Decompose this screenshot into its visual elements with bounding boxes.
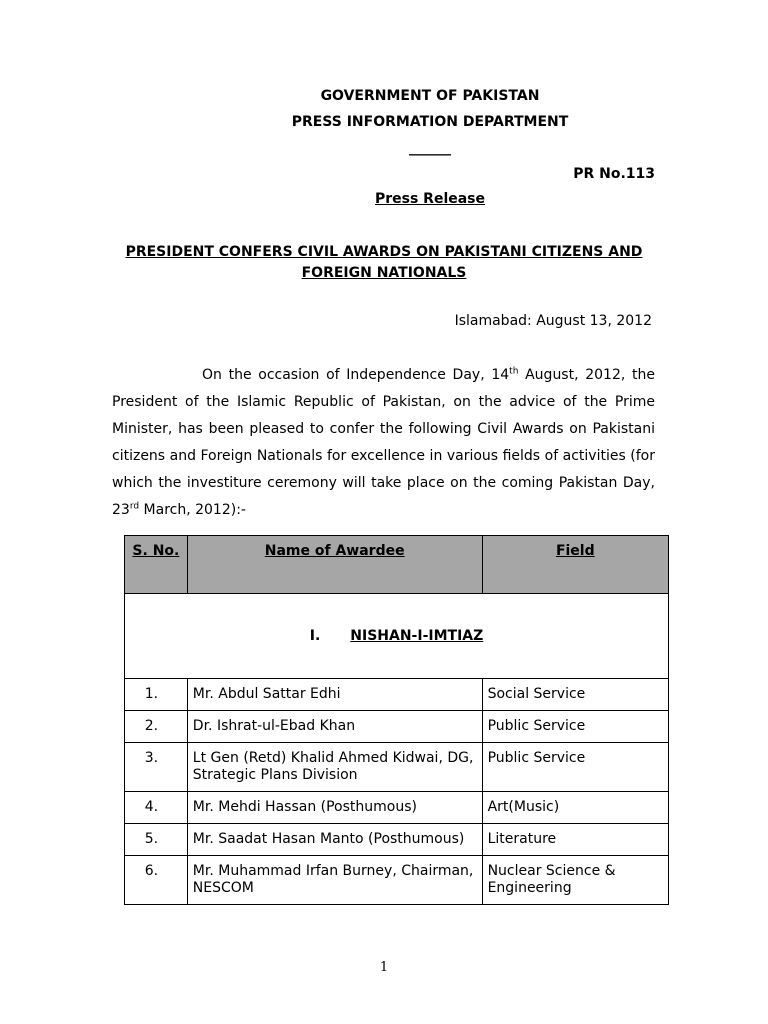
table-row (125, 711, 669, 743)
pr-number: PR No.113 (573, 166, 655, 182)
page-number: 1 (379, 960, 389, 975)
table-row (125, 679, 669, 711)
field-cell: Social Service (482, 679, 668, 711)
section-row (125, 594, 669, 679)
header-field: Field (482, 536, 668, 594)
dateline: Islamabad: August 13, 2012 (454, 313, 652, 329)
department-heading: PRESS INFORMATION DEPARTMENT (291, 114, 569, 130)
table-row (125, 743, 669, 792)
awardee-cell: Mr. Muhammad Irfan Burney, Chairman, NESCOM (187, 856, 482, 905)
awardee-cell: Mr. Abdul Sattar Edhi (187, 679, 482, 711)
field-cell: Art(Music) (482, 792, 668, 824)
press-release-label: Press Release (374, 191, 486, 207)
headline: PRESIDENT CONFERS CIVIL AWARDS ON PAKISTANI CITIZENS AND FOREIGN NATIONALS (125, 244, 643, 281)
ordinal-suffix-2: rd (129, 501, 140, 512)
serial-cell: 6. (125, 856, 188, 905)
awardee-cell: Lt Gen (Retd) Khalid Ahmed Kidwai, DG, Strategic Plans Division (187, 743, 482, 792)
serial-cell: 4. (125, 792, 188, 824)
body-paragraph (112, 362, 655, 524)
table-header-row (125, 536, 669, 594)
serial-cell: 5. (125, 824, 188, 856)
header-awardee: Name of Awardee (187, 536, 482, 594)
awards-table (124, 535, 669, 905)
awardee-cell: Dr. Ishrat-ul-Ebad Khan (187, 711, 482, 743)
paragraph-part-1: On the occasion of Independence Day, 14 (202, 367, 510, 383)
awardee-cell: Mr. Saadat Hasan Manto (Posthumous) (187, 824, 482, 856)
serial-cell: 3. (125, 743, 188, 792)
paragraph-part-3: March, 2012):- (139, 502, 246, 518)
field-cell: Literature (482, 824, 668, 856)
section-cell (125, 594, 669, 679)
heading-separator: ______ (409, 140, 451, 156)
header-serial: S. No. (125, 536, 188, 594)
section-numeral: I. (309, 628, 321, 644)
table-row (125, 824, 669, 856)
field-cell: Nuclear Science & Engineering (482, 856, 668, 905)
serial-cell: 2. (125, 711, 188, 743)
field-cell: Public Service (482, 711, 668, 743)
government-heading: GOVERNMENT OF PAKISTAN (320, 88, 540, 104)
section-title: NISHAN-I-IMTIAZ (350, 628, 484, 644)
table-row (125, 856, 669, 905)
table-row (125, 792, 669, 824)
field-cell: Public Service (482, 743, 668, 792)
serial-cell: 1. (125, 679, 188, 711)
paragraph-part-2: August, 2012, the President of the Islamic Republic of Pakistan, on the advice of the Prime Minister, has been pleased to confer the following Civil Awards on Pakistani citizens and Foreign Nationals for excellence in various fields of activities (for which the investiture ceremony will take place on the coming Pakistan Day, 23 (112, 367, 655, 518)
awardee-cell: Mr. Mehdi Hassan (Posthumous) (187, 792, 482, 824)
ordinal-suffix-1: th (509, 366, 519, 377)
